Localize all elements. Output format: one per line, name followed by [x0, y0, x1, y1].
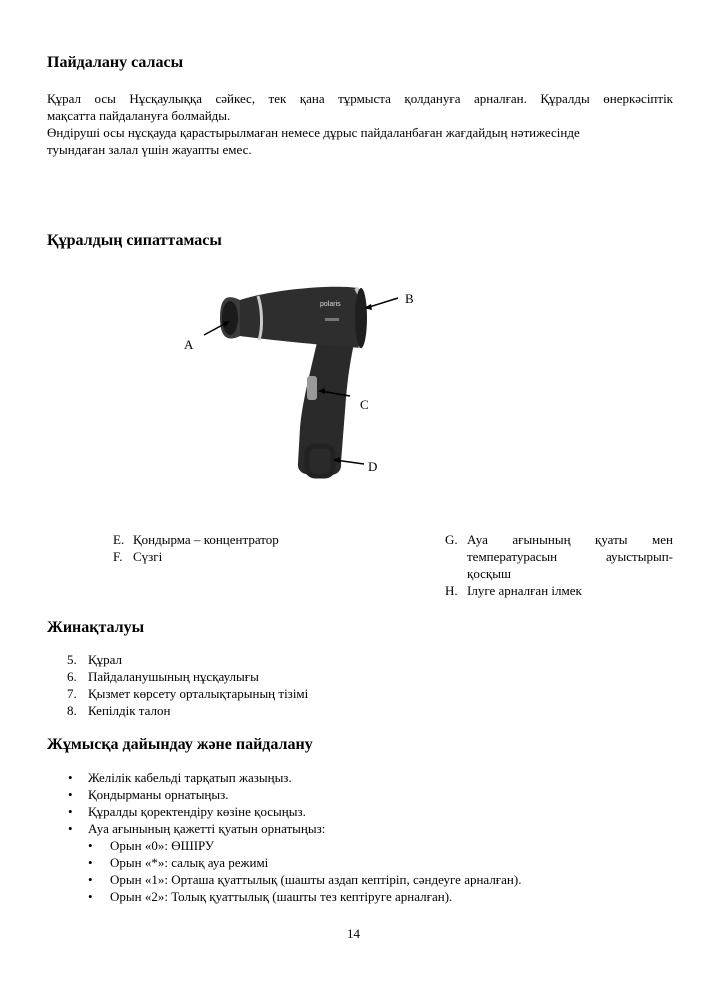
- section-heading-usage: Пайдалану саласы: [47, 54, 184, 71]
- legend-marker: H.: [445, 583, 458, 598]
- section-heading-operation: Жұмысқа дайындау және пайдалану: [47, 736, 313, 753]
- list-text: Кепілдік талон: [88, 703, 171, 718]
- sub-bullet-text: Орын «*»: салық ауа режимі: [110, 855, 269, 870]
- sub-bullet-item: [88, 854, 688, 871]
- bullet-item: [68, 786, 668, 803]
- label-a: A: [184, 337, 194, 352]
- bullet-text: Қондырманы орнатыңыз.: [88, 787, 229, 802]
- legend-item: [113, 531, 413, 548]
- list-marker: 6.: [67, 669, 77, 684]
- list-marker: 8.: [67, 703, 77, 718]
- usage-line-4: туындаған залал үшін жауапты емес.: [47, 142, 252, 157]
- section-heading-contents: Жинақталуы: [47, 619, 145, 636]
- legend-right: [445, 531, 673, 599]
- usage-line-2: мақсатта пайдалануға болмайды.: [47, 108, 231, 123]
- legend-item: [445, 582, 673, 599]
- list-item: [67, 702, 467, 719]
- sub-bullet-text: Орын «2»: Толық қуаттылық (шашты тез кептіруге арналған).: [110, 889, 453, 904]
- label-b: B: [405, 291, 414, 306]
- sub-bullet-item: [88, 888, 688, 905]
- sub-bullet-text: Орын «1»: Орташа қуаттылық (шашты аздап кептіріп, сәндеуге арналған).: [110, 872, 522, 887]
- bullet-item: [68, 820, 668, 837]
- list-text: Қызмет көрсету орталықтарының тізімі: [88, 686, 309, 701]
- legend-marker: E.: [113, 532, 125, 547]
- bullet-icon: •: [88, 889, 93, 904]
- bullet-text: Құралды қоректендіру көзіне қосыңыз.: [88, 804, 306, 819]
- contents-list: [67, 651, 467, 719]
- model-plate: [325, 318, 339, 321]
- bullet-icon: •: [88, 872, 93, 887]
- legend-text: Қондырма – концентратор: [133, 532, 279, 547]
- list-marker: 7.: [67, 686, 77, 701]
- legend-left: [113, 531, 413, 565]
- operation-list: [68, 769, 668, 905]
- bullet-icon: •: [68, 787, 73, 802]
- list-text: Пайдаланушының нұсқаулығы: [88, 669, 259, 684]
- page-number: 14: [347, 926, 360, 941]
- list-marker: 5.: [67, 652, 77, 667]
- usage-paragraph: [47, 90, 673, 158]
- list-text: Құрал: [88, 652, 123, 667]
- sub-bullet-item: [88, 871, 688, 888]
- legend-text-line: температурасын ауыстырып-: [467, 549, 673, 564]
- bullet-icon: •: [88, 855, 93, 870]
- sub-bullet-item: [88, 837, 688, 854]
- legend-text: Сүзгі: [133, 549, 163, 564]
- sub-bullet-list: [88, 837, 688, 905]
- section-heading-description: Құралдың сипаттамасы: [47, 232, 222, 249]
- legend-text-line: Ауа ағынының қуаты мен: [467, 532, 673, 547]
- bullet-icon: •: [68, 821, 73, 836]
- label-c: C: [360, 397, 369, 412]
- rear-filter: [355, 288, 367, 348]
- bullet-icon: •: [68, 770, 73, 785]
- usage-line-3: Өндіруші осы нұсқауда қарастырылмаған немесе дұрыс пайдаланбаған жағдайдың нәтижесінде: [47, 125, 580, 140]
- list-item: [67, 668, 467, 685]
- bullet-text: Желілік кабельді тарқатып жазыңыз.: [88, 770, 292, 785]
- legend-marker: F.: [113, 549, 123, 564]
- list-item: [67, 651, 467, 668]
- bullet-icon: •: [88, 838, 93, 853]
- bullet-item: [68, 769, 668, 786]
- legend-marker: G.: [445, 532, 458, 547]
- legend-item: [113, 548, 413, 565]
- nozzle-opening: [222, 301, 238, 335]
- list-item: [67, 685, 467, 702]
- bullet-text: Ауа ағынының қажетті қуатын орнатыңыз:: [88, 821, 326, 836]
- legend-text-line: қосқыш: [467, 566, 511, 581]
- legend-item: [445, 531, 673, 582]
- bullet-item: [68, 803, 668, 820]
- legend-text: Ілуге арналған ілмек: [467, 583, 582, 598]
- power-switch: [307, 376, 317, 400]
- bullet-icon: •: [68, 804, 73, 819]
- sub-bullet-text: Орын «0»: ӨШІРУ: [110, 838, 215, 853]
- usage-line-1: Құрал осы Нұсқаулыққа сәйкес, тек қана тұрмыста қолдануға арналған. Құралды өнеркәсіптік: [47, 91, 673, 106]
- hair-dryer-figure: [170, 278, 430, 488]
- label-d: D: [368, 459, 378, 474]
- brand-logo: polaris: [320, 301, 341, 308]
